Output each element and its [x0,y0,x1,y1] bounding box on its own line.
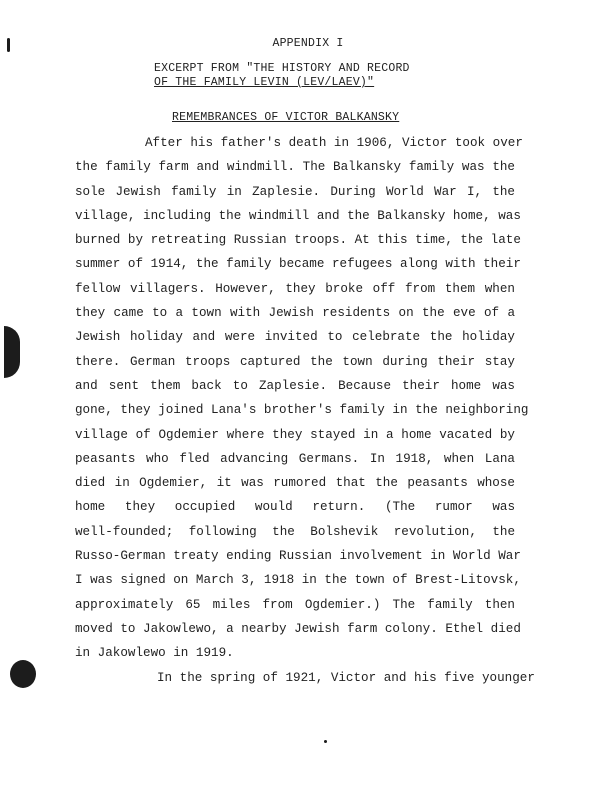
text-line: village of Ogdemier where they stayed in a home vacated by [75,427,515,442]
text-line: Jewish holiday and were invited to celebrate the holiday [75,330,515,345]
scan-speck [324,740,327,743]
text-line: they came to a town with Jewish residents on the eve of a [75,306,515,321]
text-line: After his father's death in 1906, Victor took over [145,136,523,150]
text-line: burned by retreating Russian troops. At this time, the late [75,233,521,248]
text-line: fellow villagers. However, they broke off from them when [75,281,515,296]
text-line: in Jakowlewo in 1919. [75,646,234,661]
text-line: summer of 1914, the family became refugees along with their [75,257,521,272]
excerpt-title-line2: OF THE FAMILY LEVIN (LEV/LAEV)" [154,76,375,89]
punch-hole [4,326,20,378]
text-line: Russo-German treaty ending Russian involvement in World War [75,549,521,564]
body-text [75,131,535,690]
text-line: sole Jewish family in Zaplesie. During World War I, the [75,184,515,199]
text-line: died in Ogdemier, it was rumored that the peasants whose [75,476,515,491]
text-line: village, including the windmill and the Balkansky home, was [75,208,521,223]
text-line: there. German troops captured the town during their stay [75,354,515,369]
excerpt-title-line1: EXCERPT FROM "THE HISTORY AND RECORD [154,62,410,75]
paragraph-2 [75,666,535,690]
text-line: well-founded; following the Bolshevik revolution, the [75,524,515,539]
section-title: REMEMBRANCES OF VICTOR BALKANSKY [172,111,400,124]
text-line: I was signed on March 3, 1918 in the town of Brest-Litovsk, [75,573,521,588]
appendix-title: APPENDIX I [272,37,344,50]
text-line: moved to Jakowlewo, a nearby Jewish farm colony. Ethel died [75,621,521,636]
text-line: approximately 65 miles from Ogdemier.) The family then [75,597,515,612]
paragraph-1 [75,131,529,666]
punch-hole [10,660,36,688]
text-line: and sent them back to Zaplesie. Because their home was [75,378,515,393]
text-line: gone, they joined Lana's brother's family in the neighboring [75,403,529,418]
text-line: the family farm and windmill. The Balkansky family was the [75,160,515,175]
text-line: In the spring of 1921, Victor and his five younger [157,670,535,685]
text-line: peasants who fled advancing Germans. In 1918, when Lana [75,451,515,466]
text-line: home they occupied would return. (The rumor was [75,500,515,515]
